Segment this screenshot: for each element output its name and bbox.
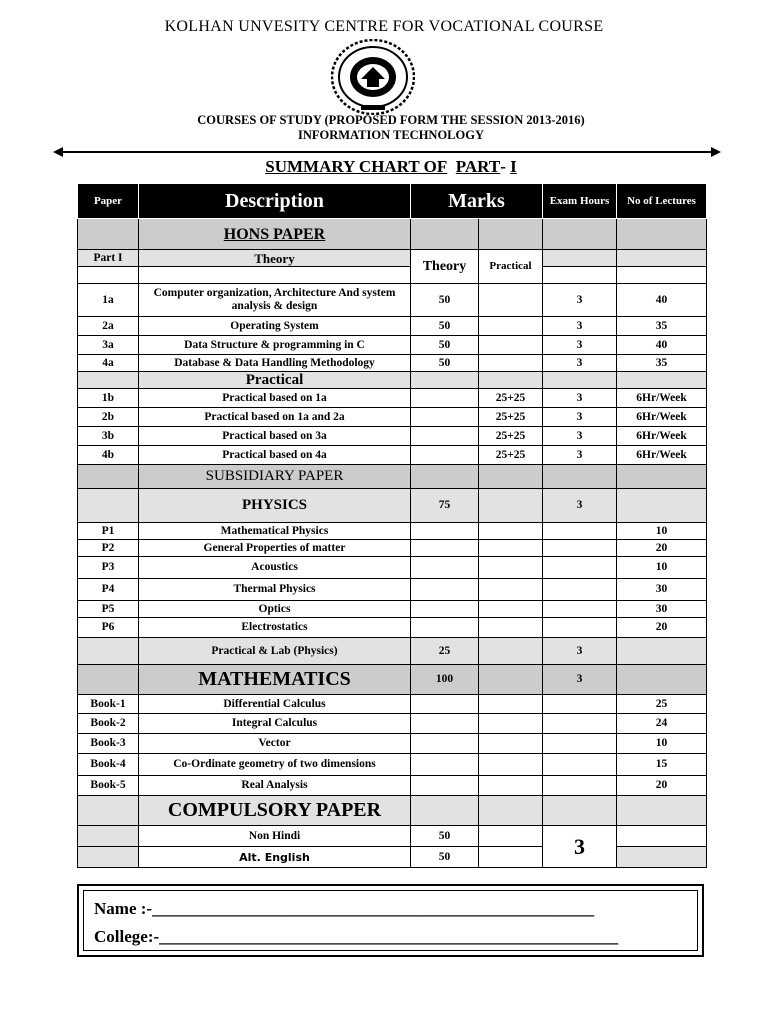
cell-lectures: 25: [617, 695, 707, 714]
part-label: Part I: [78, 250, 139, 267]
cell-desc: Computer organization, Architecture And system analysis & design: [139, 284, 411, 317]
practical-title: Practical: [139, 372, 411, 389]
university-seal-logo: [331, 39, 415, 115]
table-header-row: [78, 184, 707, 219]
cell-desc: Co-Ordinate geometry of two dimensions: [139, 754, 411, 776]
cell-theory: 50: [411, 336, 479, 355]
cell-practical: 25+25: [479, 408, 543, 427]
header-description: Description: [139, 184, 411, 219]
compulsory-marks: 50: [411, 847, 479, 868]
compulsory-desc: Alt. English: [139, 847, 411, 868]
header-marks: Marks: [411, 184, 543, 219]
cell-lectures: 6Hr/Week: [617, 446, 707, 465]
cell-practical: 25+25: [479, 427, 543, 446]
cell-paper: 2b: [78, 408, 139, 427]
cell-paper: 1b: [78, 389, 139, 408]
cell-paper: P6: [78, 618, 139, 638]
physics-lab-row: [78, 638, 707, 665]
subsidiary-section-row: [78, 465, 707, 489]
cell-lectures: 40: [617, 336, 707, 355]
cell-practical: 25+25: [479, 446, 543, 465]
cell-lectures: 20: [617, 776, 707, 796]
courses-of-study-heading: COURSES OF STUDY (PROPOSED FORM THE SESSION 2013-2016): [197, 113, 585, 127]
cell-lectures: 24: [617, 714, 707, 734]
cell-lectures: 6Hr/Week: [617, 408, 707, 427]
cell-paper: P1: [78, 523, 139, 540]
cell-lectures: 6Hr/Week: [617, 427, 707, 446]
cell-theory: [411, 427, 479, 446]
cell-practical: [479, 355, 543, 372]
compulsory-row: [78, 826, 707, 847]
practical-section-row: [78, 372, 707, 389]
table-row: [78, 579, 707, 601]
table-row: [78, 618, 707, 638]
cell-practical: [479, 317, 543, 336]
cell-hours: 3: [543, 317, 617, 336]
department-heading: INFORMATION TECHNOLOGY: [297, 128, 484, 142]
cell-hours: 3: [543, 389, 617, 408]
cell-hours: 3: [543, 336, 617, 355]
cell-desc: Data Structure & programming in C: [139, 336, 411, 355]
table-row: [78, 714, 707, 734]
table-row: [78, 557, 707, 579]
cell-hours: 3: [543, 408, 617, 427]
cell-paper: Book-4: [78, 754, 139, 776]
cell-practical: [479, 336, 543, 355]
cell-paper: Book-1: [78, 695, 139, 714]
physics-lab-desc: Practical & Lab (Physics): [139, 638, 411, 665]
cell-lectures: 20: [617, 618, 707, 638]
table-row: [78, 734, 707, 754]
cell-lectures: 30: [617, 601, 707, 618]
mathematics-marks: 100: [411, 665, 479, 695]
cell-paper: 1a: [78, 284, 139, 317]
cell-desc: Real Analysis: [139, 776, 411, 796]
marks-theory-label: Theory: [411, 250, 479, 284]
cell-desc: Acoustics: [139, 557, 411, 579]
part-row: [78, 250, 707, 267]
cell-desc: Operating System: [139, 317, 411, 336]
cell-desc: Practical based on 1a and 2a: [139, 408, 411, 427]
cell-paper: 3a: [78, 336, 139, 355]
cell-lectures: 15: [617, 754, 707, 776]
cell-lectures: 10: [617, 734, 707, 754]
mathematics-title: MATHEMATICS: [139, 665, 411, 695]
cell-theory: [411, 446, 479, 465]
cell-paper: 3b: [78, 427, 139, 446]
compulsory-hours: 3: [543, 826, 617, 868]
college-label: College:-: [94, 927, 160, 946]
marks-practical-label: Practical: [479, 250, 543, 284]
mathematics-hours: 3: [543, 665, 617, 695]
cell-desc: General Properties of matter: [139, 540, 411, 557]
cell-lectures: 6Hr/Week: [617, 389, 707, 408]
cell-lectures: 35: [617, 355, 707, 372]
cell-paper: P2: [78, 540, 139, 557]
table-row: [78, 754, 707, 776]
hons-section-row: [78, 219, 707, 250]
name-line: ____________________________________________________: [152, 899, 595, 918]
cell-lectures: 30: [617, 579, 707, 601]
compulsory-section-row: [78, 796, 707, 826]
header-lectures: No of Lectures: [617, 184, 707, 219]
cell-desc: Practical based on 1a: [139, 389, 411, 408]
cell-lectures: 10: [617, 523, 707, 540]
cell-paper: P4: [78, 579, 139, 601]
cell-theory: [411, 389, 479, 408]
cell-hours: 3: [543, 284, 617, 317]
cell-desc: Vector: [139, 734, 411, 754]
cell-paper: Book-2: [78, 714, 139, 734]
table-row: [78, 523, 707, 540]
physics-lab-hours: 3: [543, 638, 617, 665]
physics-marks: 75: [411, 489, 479, 523]
hons-paper-title: HONS PAPER: [139, 219, 411, 250]
cell-paper: 2a: [78, 317, 139, 336]
physics-row: [78, 489, 707, 523]
cell-paper: 4b: [78, 446, 139, 465]
cell-paper: P5: [78, 601, 139, 618]
table-row: [78, 336, 707, 355]
theory-label: Theory: [139, 250, 411, 267]
header-exam-hours: Exam Hours: [543, 184, 617, 219]
cell-desc: Integral Calculus: [139, 714, 411, 734]
cell-hours: 3: [543, 446, 617, 465]
cell-desc: Optics: [139, 601, 411, 618]
cell-lectures: 20: [617, 540, 707, 557]
cell-hours: 3: [543, 355, 617, 372]
cell-practical: [479, 284, 543, 317]
cell-paper: Book-3: [78, 734, 139, 754]
subsidiary-title: SUBSIDIARY PAPER: [139, 465, 411, 489]
table-row: [78, 408, 707, 427]
college-line: ______________________________________________________: [159, 927, 619, 946]
cell-desc: Differential Calculus: [139, 695, 411, 714]
table-row: [78, 540, 707, 557]
table-row: [78, 284, 707, 317]
compulsory-marks: 50: [411, 826, 479, 847]
physics-hours: 3: [543, 489, 617, 523]
cell-lectures: 40: [617, 284, 707, 317]
summary-chart-title: SUMMARY CHART OF PART- I: [265, 157, 517, 176]
cell-paper: 4a: [78, 355, 139, 372]
cell-desc: Practical based on 4a: [139, 446, 411, 465]
compulsory-title: COMPULSORY PAPER: [139, 796, 411, 826]
cell-paper: P3: [78, 557, 139, 579]
table-row: [78, 317, 707, 336]
mathematics-row: [78, 665, 707, 695]
cell-hours: 3: [543, 427, 617, 446]
cell-desc: Electrostatics: [139, 618, 411, 638]
university-title: KOLHAN UNVESITY CENTRE FOR VOCATIONAL COURSE: [164, 18, 604, 35]
table-row: [78, 601, 707, 618]
cell-lectures: 35: [617, 317, 707, 336]
name-college-box: [77, 884, 704, 957]
table-row: [78, 446, 707, 465]
cell-desc: Thermal Physics: [139, 579, 411, 601]
table-row: [78, 427, 707, 446]
compulsory-desc: Non Hindi: [139, 826, 411, 847]
cell-desc: Practical based on 3a: [139, 427, 411, 446]
table-row: [78, 695, 707, 714]
header-paper: Paper: [78, 184, 139, 219]
cell-lectures: 10: [617, 557, 707, 579]
table-row: [78, 389, 707, 408]
cell-theory: [411, 408, 479, 427]
cell-desc: Database & Data Handling Methodology: [139, 355, 411, 372]
name-field: [94, 899, 594, 919]
table-row: [78, 355, 707, 372]
cell-practical: 25+25: [479, 389, 543, 408]
table-row: [78, 776, 707, 796]
name-label: Name :-: [94, 899, 153, 918]
physics-title: PHYSICS: [139, 489, 411, 523]
summary-table: [77, 183, 707, 868]
physics-lab-marks: 25: [411, 638, 479, 665]
cell-paper: Book-5: [78, 776, 139, 796]
cell-theory: 50: [411, 317, 479, 336]
cell-theory: 50: [411, 355, 479, 372]
cell-desc: Mathematical Physics: [139, 523, 411, 540]
cell-theory: 50: [411, 284, 479, 317]
college-field: [94, 927, 618, 947]
